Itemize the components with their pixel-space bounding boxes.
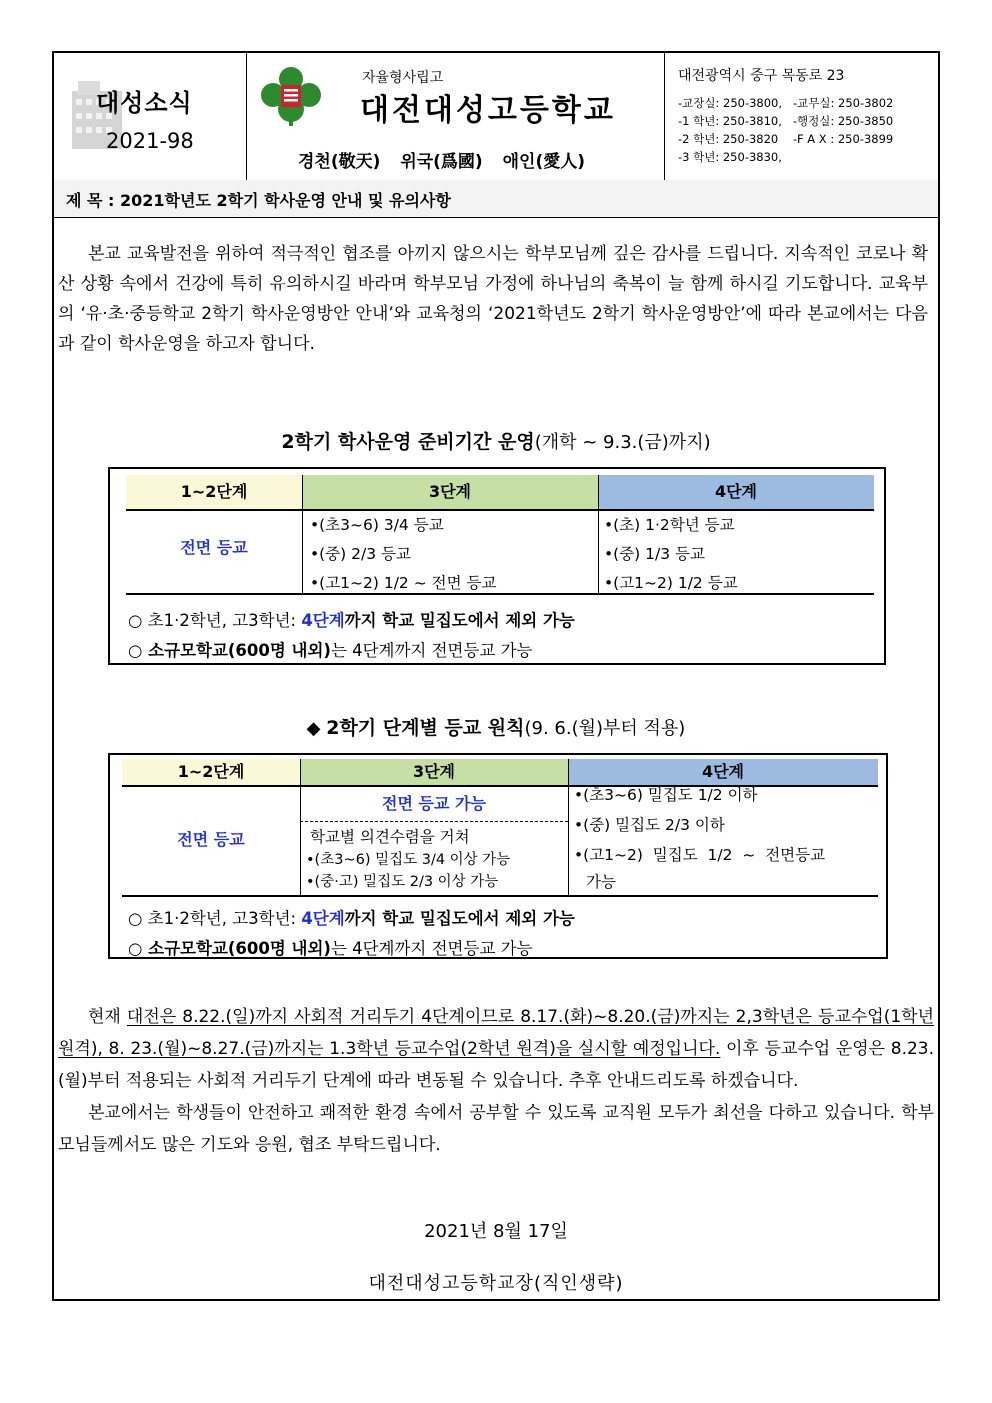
- section2-table: [108, 753, 888, 959]
- s2-col3-item: •(초3~6) 밀집도 1/2 이하: [574, 786, 758, 804]
- subject-text: 제 목 : 2021학년도 2학기 학사운영 안내 및 유의사항: [66, 191, 451, 210]
- phone-line: -3 학년: 250-3830,: [678, 150, 782, 164]
- s2-body-rule: [122, 895, 878, 897]
- s2-col3-item-cont: 가능: [586, 873, 616, 891]
- s2-col-divider: [568, 759, 569, 895]
- s1-note-2: ○ 소규모학교(600명 내외)는 4단계까지 전면등교 가능: [128, 641, 533, 660]
- section2-title: ◆ 2학기 단계별 등교 원칙(9. 6.(월)부터 적용): [306, 717, 686, 739]
- s2-col2-top: 전면 등교 가능: [382, 794, 486, 813]
- s2-header-3: 3단계: [300, 759, 568, 785]
- s1-header-3: 3단계: [302, 475, 598, 509]
- s2-col-divider: [300, 759, 301, 895]
- principal-signature: 대전대성고등학교장(직인생략): [368, 1273, 624, 1294]
- section1-title: [54, 427, 938, 454]
- s2-header-4: 4단계: [568, 759, 878, 785]
- issue-number: 2021-98: [106, 129, 194, 153]
- s1-header-4: 4단계: [598, 475, 874, 509]
- section1-title-bold: 2학기 학사운영 준비기간 운영: [281, 431, 535, 453]
- school-emblem-icon: [258, 65, 324, 127]
- motto-1: 경천(敬天): [298, 152, 381, 172]
- s2-col2-item: •(초3~6) 밀집도 3/4 이상 가능: [306, 852, 511, 868]
- s1-col2-item: •(초3~6) 3/4 등교: [310, 516, 444, 534]
- s2-note-2: ○ 소규모학교(600명 내외)는 4단계까지 전면등교 가능: [128, 939, 533, 958]
- notice-paragraph: [58, 1001, 934, 1161]
- s1-col-divider: [302, 475, 303, 593]
- school-motto: [298, 147, 585, 172]
- s2-header-rule: [122, 785, 878, 787]
- document-date: 2021년 8월 17일: [424, 1221, 568, 1242]
- section1-table: [108, 467, 886, 665]
- contact-box: [664, 53, 938, 180]
- s1-col-divider: [598, 475, 599, 593]
- school-address: 대전광역시 중구 목동로 23: [678, 68, 845, 84]
- motto-2: 위국(爲國): [400, 152, 483, 172]
- s2-header-1-2: 1~2단계: [122, 759, 300, 785]
- s2-col2-item: •(중·고) 밀집도 2/3 이상 가능: [306, 874, 499, 890]
- phone-line: -1 학년: 250-3810, -행정실: 250-3850: [678, 114, 894, 128]
- section1-title-rest: (개학 ~ 9.3.(금)까지): [534, 432, 711, 453]
- school-type: 자율형사립고: [362, 70, 444, 86]
- s1-col2-item: •(중) 2/3 등교: [310, 545, 411, 563]
- s2-col2-sub: 학교별 의견수렴을 거쳐: [310, 828, 470, 846]
- phone-line: -교장실: 250-3800, -교무실: 250-3802: [678, 96, 894, 110]
- s1-col3-item: •(초) 1·2학년 등교: [604, 516, 735, 534]
- notice-emphasis: 대전은 8.22.(일)까지 사회적 거리두기 4단계이므로 8.17.(화)~8.20.(금)까지는 2,3학년은 등교수업(1학년 원격), 8. 23.(월)~8.27.(금)까지는 1.3학년 등교수업(2학년 원격)을 실시할 예정입니다.: [58, 1007, 935, 1059]
- intro-text: 본교 교육발전을 위하여 적극적인 협조를 아끼지 않으시는 학부모님께 깊은 감사를 드립니다. 지속적인 코로나 확산 상황 속에서 건강에 특히 유의하시길 바라며 학부모님 가정에 하나님의 축복이 늘 함께 하시길 기도합니다. 교육부의 ‘유·초·중등학교 2학기 학사운영방안 안내’와 교육청의 ‘2021학년도 2학기 학사운영방안’에 따라 본교에서는 다음과 같이 학사운영을 하고자 합니다.: [58, 244, 928, 354]
- s1-col3-item: •(고1~2) 1/2 등교: [604, 574, 738, 592]
- s2-col3-item: •(고1~2) 밀집도 1/2 ~ 전면등교: [574, 846, 826, 864]
- section2-title-rest: (9. 6.(월)부터 적용): [524, 718, 686, 739]
- s1-col2-item: •(고1~2) 1/2 ~ 전면 등교: [310, 574, 497, 592]
- s1-note-1: ○ 초1·2학년, 고3학년: 4단계까지 학교 밀집도에서 제외 가능: [128, 611, 575, 630]
- closing-text: 본교에서는 학생들이 안전하고 쾌적한 환경 속에서 공부할 수 있도록 교직원 모두가 최선을 다하고 있습니다. 학부모님들께서도 많은 기도와 응원, 협조 부탁드립니다.: [58, 1103, 934, 1155]
- intro-paragraph: [58, 239, 928, 359]
- letterhead: [54, 53, 938, 181]
- newsletter-box: [54, 53, 247, 180]
- s1-col1-text: 전면 등교: [180, 538, 248, 557]
- s2-col1-text: 전면 등교: [177, 830, 245, 849]
- motto-3: 애인(愛人): [502, 152, 586, 172]
- s1-header-rule: [126, 509, 874, 511]
- notice-text: 현재 대전은 8.22.(일)까지 사회적 거리두기 4단계이므로 8.17.(화)~8.20.(금)까지는 2,3학년은 등교수업(1학년 원격), 8. 23.(월)~8.27.(금)까지는 1.3학년 등교수업(2학년 원격)을 실시할 예정입니다. 이후 등교수업 운영은 8.23.(월)부터 적용되는 사회적 거리두기 단계에 따라 변동될 수 있습니다. 추후 안내드리도록 하겠습니다.: [58, 1007, 935, 1091]
- s2-col2-dashed-rule: [300, 821, 568, 822]
- school-title-box: [246, 53, 665, 180]
- document-frame: [52, 51, 940, 1301]
- s1-col3-item: •(중) 1/3 등교: [604, 545, 705, 563]
- s1-header-1-2: 1~2단계: [126, 475, 302, 509]
- school-name: 대전대성고등학교: [360, 93, 616, 128]
- section2-title-bold: 2학기 단계별 등교 원칙: [326, 717, 525, 739]
- phone-line: -2 학년: 250-3820 -F A X : 250-3899: [678, 132, 894, 146]
- s1-body-rule: [126, 593, 874, 595]
- subject-bar: [54, 180, 938, 218]
- s2-note-1: ○ 초1·2학년, 고3학년: 4단계까지 학교 밀집도에서 제외 가능: [128, 909, 575, 928]
- s2-col3-item: •(중) 밀집도 2/3 이하: [574, 816, 725, 834]
- newsletter-name: 대성소식: [96, 89, 193, 117]
